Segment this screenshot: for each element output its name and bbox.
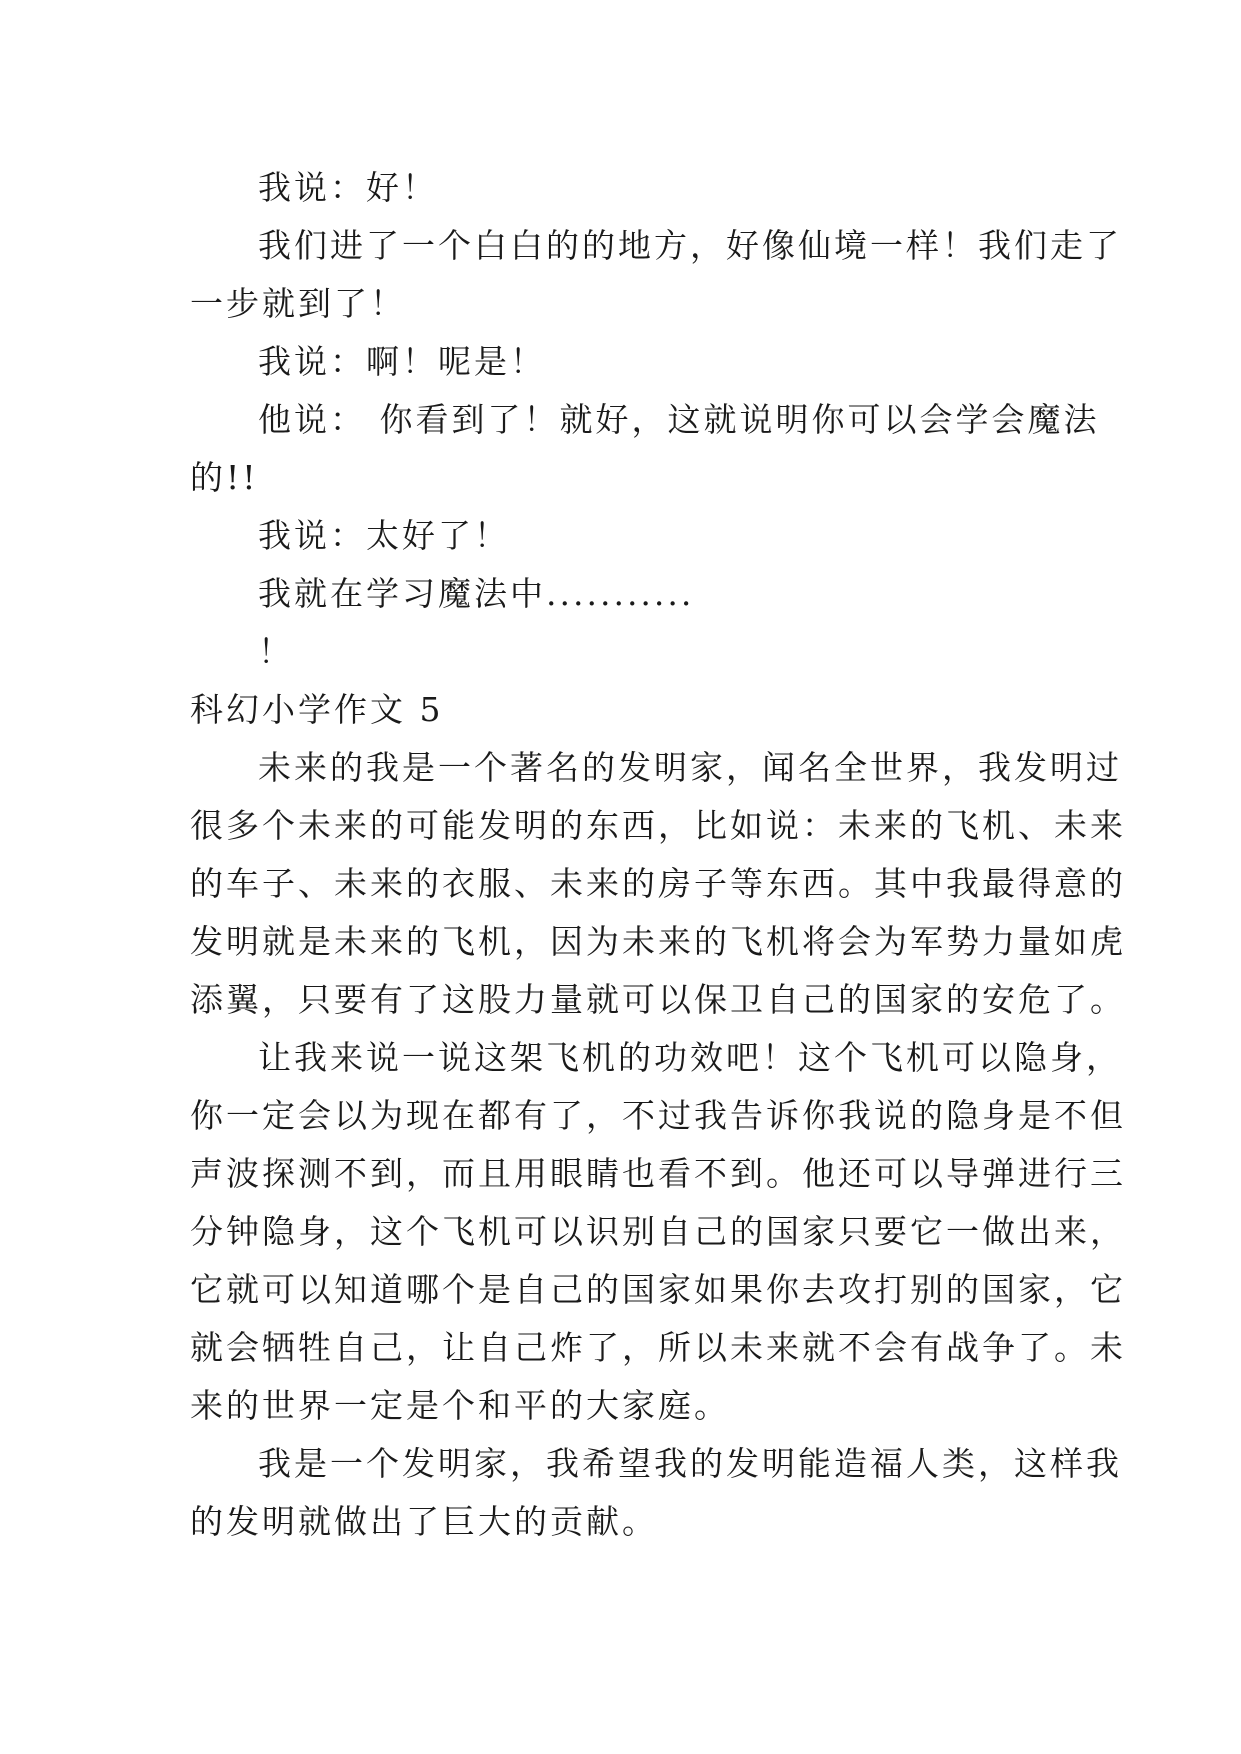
- text-line: 你一定会以为现在都有了，不过我告诉你我说的隐身是不但: [190, 1096, 1126, 1135]
- text-line: 一步就到了！: [190, 284, 406, 323]
- text-line: 未来的我是一个著名的发明家，闻名全世界，我发明过: [258, 748, 1122, 787]
- text-line: ！: [258, 632, 294, 671]
- text-line: 它就可以知道哪个是自己的国家如果你去攻打别的国家，它: [190, 1270, 1126, 1309]
- text-line: 就会牺牲自己，让自己炸了，所以未来就不会有战争了。未: [190, 1328, 1126, 1367]
- text-line: 我就在学习魔法中...........: [258, 574, 695, 613]
- text-line: 我们进了一个白白的的地方，好像仙境一样！我们走了: [258, 226, 1122, 265]
- text-line: 我说：太好了！: [258, 516, 510, 555]
- text-line: 很多个未来的可能发明的东西，比如说：未来的飞机、未来: [190, 806, 1126, 845]
- text-line: 我是一个发明家，我希望我的发明能造福人类，这样我: [258, 1444, 1122, 1483]
- section-title: 科幻小学作文 5: [190, 690, 444, 729]
- text-line: 的车子、未来的衣服、未来的房子等东西。其中我最得意的: [190, 864, 1126, 903]
- text-line: 声波探测不到，而且用眼睛也看不到。他还可以导弹进行三: [190, 1154, 1126, 1193]
- text-line: 的发明就做出了巨大的贡献。: [190, 1502, 658, 1541]
- text-line: 添翼，只要有了这股力量就可以保卫自己的国家的安危了。: [190, 980, 1126, 1019]
- text-line: 我说：好！: [258, 168, 438, 207]
- text-line: 我说：啊！呢是！: [258, 342, 546, 381]
- text-line: 分钟隐身，这个飞机可以识别自己的国家只要它一做出来，: [190, 1212, 1126, 1251]
- text-line: 让我来说一说这架飞机的功效吧！这个飞机可以隐身，: [258, 1038, 1122, 1077]
- text-line: 的!!: [190, 458, 259, 497]
- text-line: 来的世界一定是个和平的大家庭。: [190, 1386, 730, 1425]
- text-line: 他说： 你看到了！就好，这就说明你可以会学会魔法: [258, 400, 1100, 439]
- text-line: 发明就是未来的飞机，因为未来的飞机将会为军势力量如虎: [190, 922, 1126, 961]
